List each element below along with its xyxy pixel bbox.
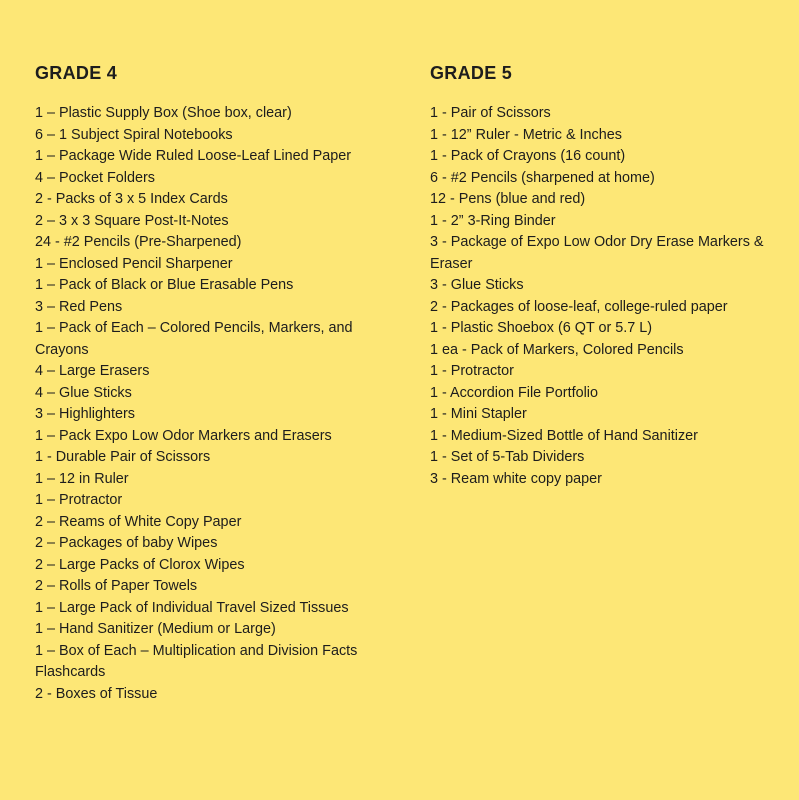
list-item: 1 – Large Pack of Individual Travel Sized Tissues: [35, 599, 349, 616]
list-item: 2 – Large Packs of Clorox Wipes: [35, 556, 245, 573]
list-item: 1 – Package Wide Ruled Loose-Leaf Lined Paper: [35, 148, 352, 164]
grade-5-column: [430, 62, 780, 490]
list-item: 6 – 1 Subject Spiral Notebooks: [35, 126, 233, 143]
list-item: 1 – Pack of Black or Blue Erasable Pens: [35, 277, 294, 293]
list-item: 4 – Pocket Folders: [35, 169, 155, 186]
list-item: 2 – 3 x 3 Square Post-It-Notes: [35, 212, 229, 229]
list-item: 1 - 2” 3-Ring Binder: [430, 212, 556, 229]
grade-5-supply-list: [430, 103, 780, 490]
list-item: 3 - Glue Sticks: [430, 277, 524, 293]
list-item: 1 – Plastic Supply Box (Shoe box, clear): [35, 105, 292, 121]
list-item: 1 - Pair of Scissors: [430, 105, 551, 121]
list-item: 4 – Large Erasers: [35, 363, 150, 379]
list-item: 1 – Protractor: [35, 492, 123, 508]
list-item: 1 – 12 in Ruler: [35, 470, 129, 487]
list-item: 3 – Red Pens: [35, 298, 123, 315]
list-item: 3 - Ream white copy paper: [430, 470, 602, 487]
list-item: 1 – Box of Each – Multiplication and Division Facts Flashcards: [35, 642, 358, 680]
list-item: 3 – Highlighters: [35, 406, 135, 422]
list-item: 2 – Packages of baby Wipes: [35, 535, 218, 551]
list-item: 1 - Medium-Sized Bottle of Hand Sanitizer: [430, 427, 698, 444]
grade-4-heading: GRADE 4: [35, 63, 118, 83]
grade-4-column: [35, 62, 395, 705]
list-item: 1 - Set of 5-Tab Dividers: [430, 449, 585, 465]
list-item: 1 - Pack of Crayons (16 count): [430, 148, 626, 164]
list-item: 1 – Enclosed Pencil Sharpener: [35, 255, 233, 272]
list-item: 2 – Rolls of Paper Towels: [35, 578, 198, 594]
grade-4-supply-list: [35, 103, 395, 705]
list-item: 1 - Mini Stapler: [430, 406, 527, 422]
list-item: 24 - #2 Pencils (Pre-Sharpened): [35, 234, 242, 250]
list-item: 2 - Packages of loose-leaf, college-ruled paper: [430, 298, 728, 315]
list-item: 1 - Durable Pair of Scissors: [35, 449, 211, 465]
list-item: 1 – Pack of Each – Colored Pencils, Markers, and Crayons: [35, 320, 353, 358]
list-item: 4 – Glue Sticks: [35, 384, 132, 401]
grade-5-heading: GRADE 5: [430, 63, 513, 83]
list-item: 1 – Pack Expo Low Odor Markers and Erasers: [35, 427, 332, 444]
list-item: 1 – Hand Sanitizer (Medium or Large): [35, 621, 276, 637]
list-item: 2 - Packs of 3 x 5 Index Cards: [35, 191, 228, 207]
list-item: 1 - Protractor: [430, 363, 514, 379]
list-item: 2 – Reams of White Copy Paper: [35, 513, 242, 530]
list-item: 6 - #2 Pencils (sharpened at home): [430, 169, 655, 186]
list-item: 2 - Boxes of Tissue: [35, 685, 158, 702]
list-item: 12 - Pens (blue and red): [430, 191, 586, 207]
list-item: 3 - Package of Expo Low Odor Dry Erase Markers & Eraser: [430, 234, 764, 272]
list-item: 1 - Plastic Shoebox (6 QT or 5.7 L): [430, 320, 653, 336]
list-item: 1 - Accordion File Portfolio: [430, 384, 598, 401]
list-item: 1 ea - Pack of Markers, Colored Pencils: [430, 341, 684, 358]
list-item: 1 - 12” Ruler - Metric & Inches: [430, 126, 622, 143]
